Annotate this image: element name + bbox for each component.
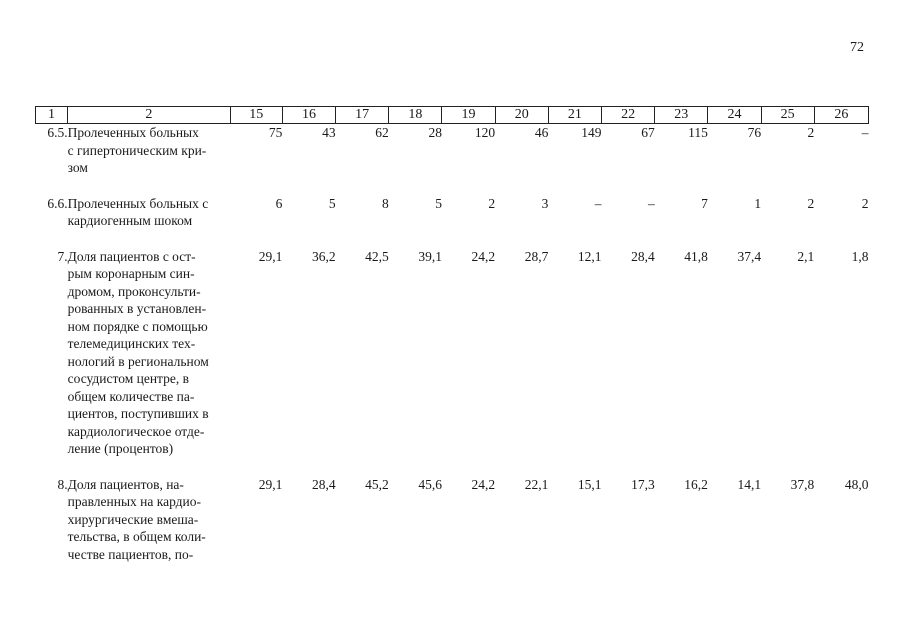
cell-value: 22,1 <box>524 476 549 492</box>
data-table <box>35 106 869 563</box>
cell-value: 43 <box>322 125 336 140</box>
column-header: 23 <box>655 107 708 124</box>
cell-value: 46 <box>534 125 549 140</box>
row-number: 6.6. <box>47 195 68 211</box>
column-header: 2 <box>68 107 231 124</box>
cell-value: 76 <box>747 125 762 140</box>
cell-value: 45,6 <box>418 476 442 492</box>
cell-value: 5 <box>328 195 336 211</box>
column-header: 24 <box>708 107 761 124</box>
cell-value: – <box>594 195 602 211</box>
table-row <box>36 195 869 230</box>
cell-value: 45,2 <box>365 476 389 492</box>
cell-value: 37,8 <box>790 476 815 492</box>
cell-value: 2,1 <box>797 248 815 264</box>
cell-value: 2 <box>807 195 815 211</box>
row-description: Пролеченных больных с гипертоническим кри- зом <box>67 125 207 175</box>
row-number: 6.5. <box>47 125 68 140</box>
table-row <box>36 124 869 177</box>
cell-value: 39,1 <box>418 248 442 264</box>
cell-value: 48,0 <box>844 476 869 492</box>
cell-value: 14,1 <box>737 476 762 492</box>
row-number: 7. <box>57 248 68 264</box>
table-row <box>36 476 869 564</box>
cell-value: 2 <box>807 125 815 140</box>
cell-value: 6 <box>275 195 283 211</box>
cell-value: – <box>647 195 655 211</box>
cell-value: 120 <box>474 125 496 140</box>
cell-value: 3 <box>541 195 549 211</box>
cell-value: 41,8 <box>684 248 708 264</box>
cell-value: – <box>861 125 869 140</box>
cell-value: 8 <box>382 195 389 211</box>
row-description: Доля пациентов с ост- рым коронарным син- дромом, проконсульти- рованных в установлен- ном порядке с помощью телемедицинских тех- нологий в региональном сосудистом центре, в общем количестве па- циентов, поступивших в кардиологическое отде- ление (процентов) <box>67 248 209 456</box>
cell-value: 75 <box>268 125 283 140</box>
cell-value: 36,2 <box>311 248 336 264</box>
header-row <box>36 107 869 124</box>
column-header: 22 <box>602 107 655 124</box>
cell-value: 2 <box>488 195 496 211</box>
cell-value: 24,2 <box>471 248 496 264</box>
cell-value: 29,1 <box>258 248 283 264</box>
column-header: 19 <box>442 107 495 124</box>
cell-value: 7 <box>701 195 708 211</box>
column-header: 17 <box>336 107 389 124</box>
cell-value: 17,3 <box>631 476 655 492</box>
column-header: 25 <box>761 107 814 124</box>
column-header: 16 <box>282 107 335 124</box>
cell-value: 67 <box>641 125 655 140</box>
cell-value: 149 <box>581 125 602 140</box>
cell-value: 28,4 <box>631 248 655 264</box>
cell-value: 15,1 <box>577 476 602 492</box>
row-description: Доля пациентов, на- правленных на кардио- хирургические вмеша- тельства, в общем коли- честве пациентов, по- <box>67 476 206 562</box>
row-spacer <box>36 177 869 195</box>
row-number: 8. <box>57 476 68 492</box>
cell-value: 42,5 <box>365 248 389 264</box>
cell-value: 5 <box>435 195 442 211</box>
cell-value: 28 <box>428 125 442 140</box>
column-header: 18 <box>389 107 442 124</box>
column-header: 20 <box>495 107 548 124</box>
cell-value: 16,2 <box>684 476 708 492</box>
cell-value: 2 <box>861 195 869 211</box>
table-row <box>36 248 869 458</box>
row-spacer <box>36 458 869 476</box>
column-header: 26 <box>814 107 868 124</box>
cell-value: 28,7 <box>524 248 549 264</box>
cell-value: 29,1 <box>258 476 283 492</box>
cell-value: 115 <box>688 125 708 140</box>
column-header: 15 <box>230 107 282 124</box>
row-description: Пролеченных больных с кардиогенным шоком <box>67 195 209 228</box>
cell-value: 12,1 <box>577 248 602 264</box>
page-number: 72 <box>850 40 864 55</box>
cell-value: 1,8 <box>851 248 869 264</box>
row-spacer <box>36 230 869 248</box>
column-header: 21 <box>548 107 601 124</box>
cell-value: 1 <box>754 195 762 211</box>
cell-value: 62 <box>375 125 389 140</box>
column-header: 1 <box>36 107 68 124</box>
cell-value: 37,4 <box>737 248 762 264</box>
cell-value: 28,4 <box>311 476 336 492</box>
cell-value: 24,2 <box>471 476 496 492</box>
